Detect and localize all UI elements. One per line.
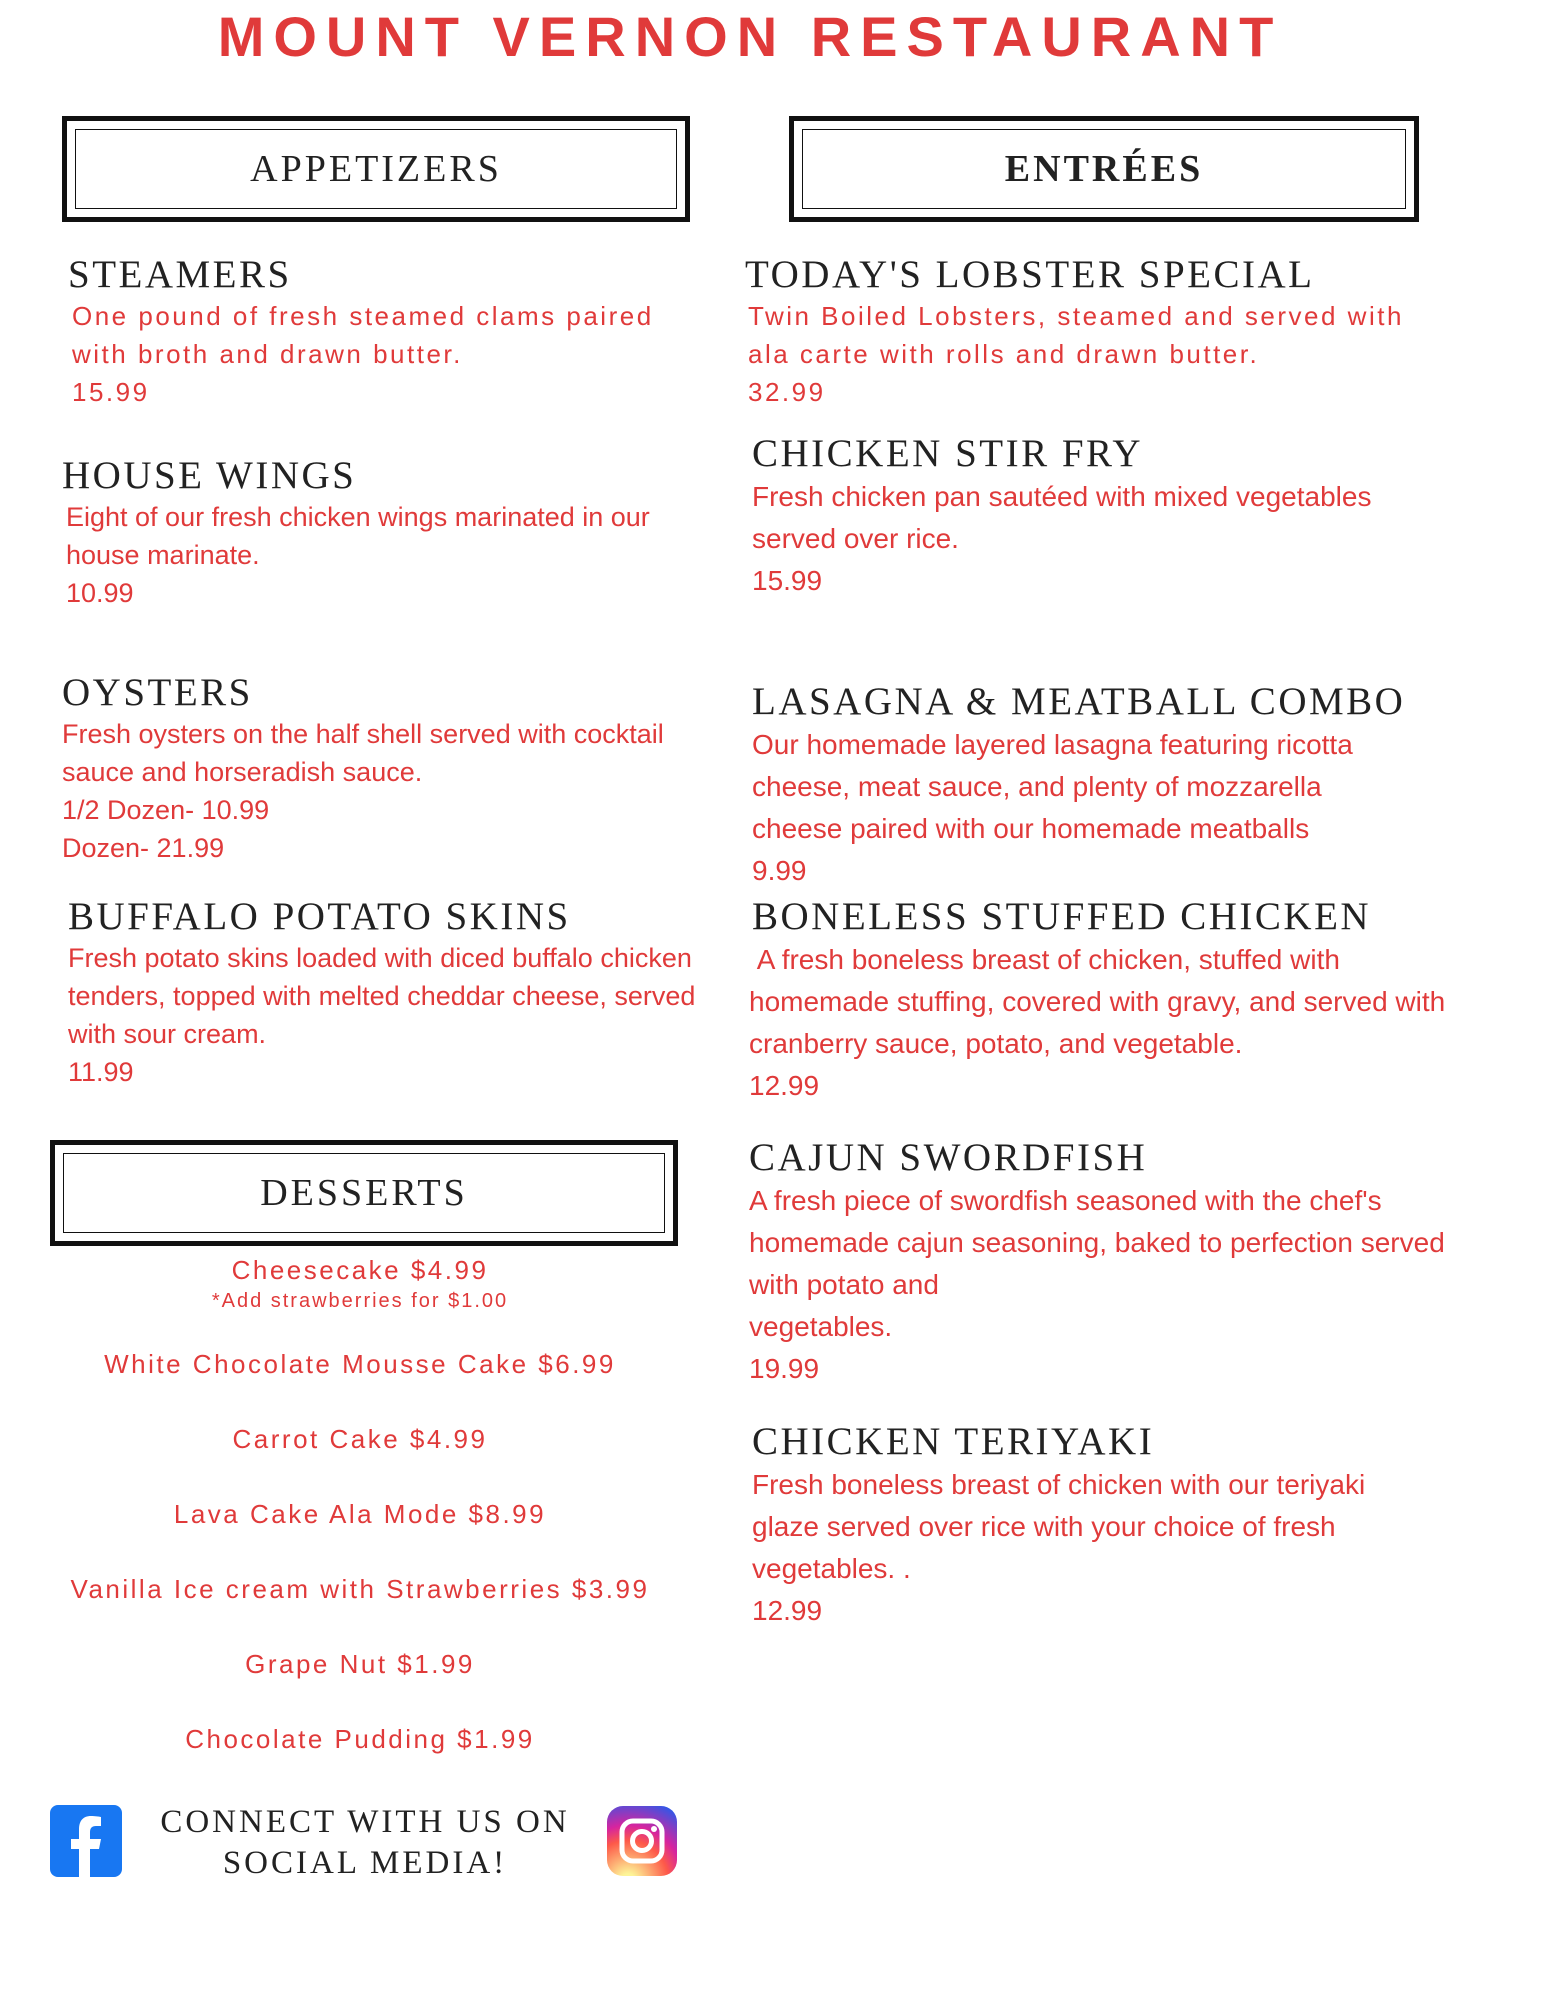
appetizer-item: [68, 253, 768, 411]
entree-item: [745, 253, 1445, 411]
appetizer-item: [68, 895, 768, 1091]
item-name: CAJUN SWORDFISH: [749, 1136, 1148, 1179]
dessert-item: Vanilla Ice cream with Strawberries $3.99: [70, 1574, 650, 1604]
entrees-header-label: ENTRÉES: [802, 129, 1406, 209]
item-description: Our homemade layered lasagna featuring ricotta cheese, meat sauce, and plenty of mozzarella cheese paired with our homemade meatballs: [752, 729, 1353, 844]
item-price-half: 1/2 Dozen- 10.99: [62, 795, 270, 825]
item-name: CHICKEN STIR FRY: [752, 432, 1144, 475]
entree-item: [752, 1420, 1452, 1632]
item-description: Fresh potato skins loaded with diced buffalo chicken tenders, topped with melted cheddar cheese, served with sour cream.: [68, 943, 696, 1049]
dessert-note: *Add strawberries for $1.00: [211, 1290, 509, 1312]
appetizers-header-label: APPETIZERS: [75, 129, 677, 209]
item-description: Fresh chicken pan sautéed with mixed vegetables served over rice.: [752, 481, 1372, 554]
dessert-item: Chocolate Pudding $1.99: [185, 1724, 535, 1754]
item-price: 32.99: [748, 377, 826, 407]
item-price: 12.99: [752, 1595, 823, 1626]
entree-item: [752, 432, 1452, 602]
entree-item: [752, 680, 1452, 892]
item-description: Twin Boiled Lobsters, steamed and served with ala carte with rolls and drawn butter.: [748, 301, 1404, 369]
item-description: Eight of our fresh chicken wings marinated in our house marinate.: [66, 502, 650, 570]
item-name: LASAGNA & MEATBALL COMBO: [752, 680, 1406, 723]
entrees-header: [789, 116, 1419, 222]
desserts-header-label: DESSERTS: [63, 1153, 665, 1233]
dessert-item: Grape Nut $1.99: [245, 1649, 475, 1679]
item-price: 9.99: [752, 855, 807, 886]
entree-item: [749, 1136, 1449, 1390]
item-price: 12.99: [749, 1070, 820, 1101]
item-name: CHICKEN TERIYAKI: [752, 1420, 1155, 1463]
dessert-item: Carrot Cake $4.99: [232, 1424, 488, 1454]
desserts-header: [50, 1140, 678, 1246]
item-name: OYSTERS: [62, 671, 253, 714]
social-line-2: SOCIAL MEDIA!: [222, 1845, 508, 1881]
appetizer-item: [62, 671, 762, 867]
item-price: 19.99: [749, 1353, 820, 1384]
item-price: 15.99: [72, 377, 150, 407]
dessert-item: Lava Cake Ala Mode $8.99: [173, 1499, 547, 1529]
item-name: BUFFALO POTATO SKINS: [68, 895, 571, 938]
entree-item: [749, 895, 1453, 1107]
item-description: Fresh boneless breast of chicken with our teriyaki glaze served over rice with your choice of fresh vegetables. .: [752, 1469, 1366, 1584]
restaurant-title: MOUNT VERNON RESTAURANT: [217, 5, 1283, 68]
social-line-1: CONNECT WITH US ON: [160, 1804, 570, 1840]
item-name: STEAMERS: [68, 253, 292, 296]
item-description-continued: vegetables.: [749, 1311, 893, 1342]
item-name: HOUSE WINGS: [62, 454, 357, 497]
item-name: TODAY'S LOBSTER SPECIAL: [745, 253, 1315, 296]
item-description: One pound of fresh steamed clams paired with broth and drawn butter.: [72, 301, 654, 369]
item-description: Fresh oysters on the half shell served with cocktail sauce and horseradish sauce.: [62, 719, 664, 787]
item-price-full: Dozen- 21.99: [62, 833, 225, 863]
item-name: BONELESS STUFFED CHICKEN: [752, 895, 1372, 938]
item-price: 15.99: [752, 565, 823, 596]
item-description: A fresh boneless breast of chicken, stuffed with homemade stuffing, covered with gravy, and served with cranberry sauce, potato, and vegetable.: [749, 944, 1453, 1059]
dessert-item: Cheesecake $4.99: [231, 1255, 489, 1285]
appetizers-header: [62, 116, 690, 222]
social-message: [130, 1802, 600, 1884]
appetizer-item: [62, 454, 762, 612]
item-price: 11.99: [68, 1057, 134, 1087]
desserts-list: [50, 1255, 670, 1755]
facebook-icon[interactable]: [50, 1805, 122, 1877]
item-description: A fresh piece of swordfish seasoned with the chef's homemade cajun seasoning, baked to perfection served with potato and: [749, 1185, 1445, 1300]
instagram-icon[interactable]: [607, 1806, 677, 1876]
dessert-item: White Chocolate Mousse Cake $6.99: [104, 1349, 616, 1379]
item-price: 10.99: [66, 578, 134, 608]
